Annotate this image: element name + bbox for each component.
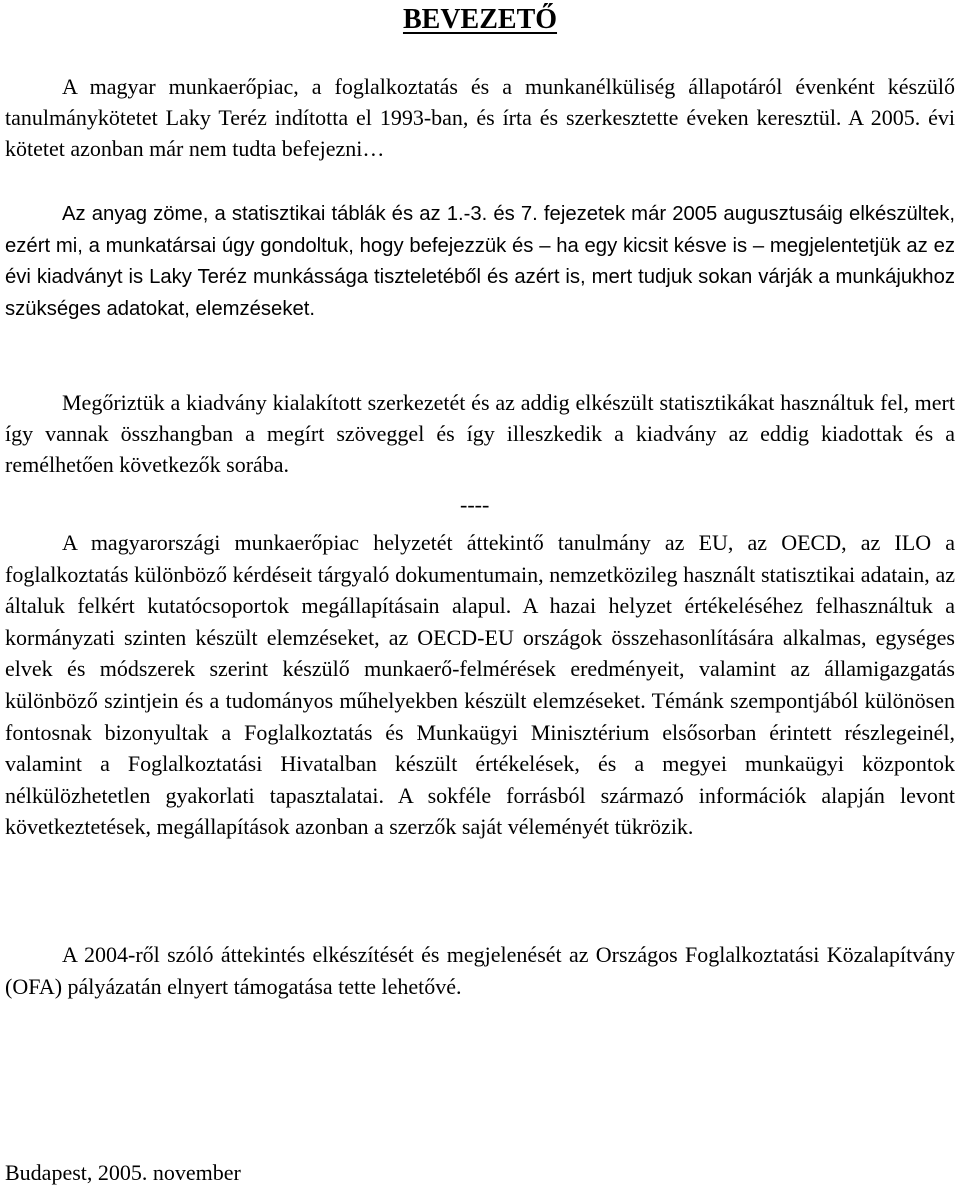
status-paragraph: Az anyag zöme, a statisztikai táblák és az 1.-3. és 7. fejezetek már 2005 augusztusáig elkészültek, ezért mi, a munkatársai úgy gondoltuk, hogy befejezzük és – ha egy kicsit késve is – megjelentetjük az ez évi kiadványt is Laky Teréz munkássága tiszteletéből és azért is, mert tudjuk sokan várják a munkájukhoz szükséges adatokat, elemzéseket.	[5, 203, 955, 320]
structure-paragraph: Megőriztük a kiadvány kialakított szerkezetét és az addig elkészült statisztikákat használtuk fel, mert így vannak összhangban a megírt szöveggel és így illeszkedik a kiadvány az eddig kiadottak és a remélhetően következők sorába.	[5, 390, 955, 477]
place-date-signoff: Budapest, 2005. november	[5, 1160, 241, 1185]
sources-paragraph: A magyarországi munkaerőpiac helyzetét áttekintő tanulmány az EU, az OECD, az ILO a foglalkoztatás különböző kérdéseit tárgyaló dokumentumain, nemzetközileg használt statisztikai adatain, az általuk felkért kutatócsoportok megállapításain alapul. A hazai helyzet értékeléséhez felhasználtuk a kormányzati szinten készült elemzéseket, az OECD-EU országok összehasonlítására alkalmas, egységes elvek és módszerek szerint készülő munkaerő-felmérések eredményeit, valamint az államigazgatás különböző szintjein és a tudományos műhelyekben készült elemzéseket. Témánk szempontjából különösen fontosnak bizonyultak a Foglalkoztatás és Munkaügyi Minisztérium elsősorban érintett részlegeinél, valamint a Foglalkoztatási Hivatalban készült értékelések, és a megyei munkaügyi központok nélkülözhetetlen gyakorlati tapasztalatai. A sokféle forrásból származó információk alapján levont következtetések, megállapítások azonban a szerzők saját véleményét tükrözik.	[5, 530, 955, 840]
page-title: BEVEZETŐ	[402, 4, 558, 35]
funding-paragraph: A 2004-ről szóló áttekintés elkészítését és megjelenését az Országos Foglalkoztatási Közalapítvány (OFA) pályázatán elnyert támogatása tette lehetővé.	[5, 942, 955, 999]
section-divider: ----	[460, 492, 490, 517]
intro-paragraph: A magyar munkaerőpiac, a foglalkoztatás és a munkanélküliség állapotáról évenként készülő tanulmánykötetet Laky Teréz indította el 1993-ban, és írta és szerkesztette éveken keresztül. A 2005. évi kötetet azonban már nem tudta befejezni…	[5, 74, 955, 161]
